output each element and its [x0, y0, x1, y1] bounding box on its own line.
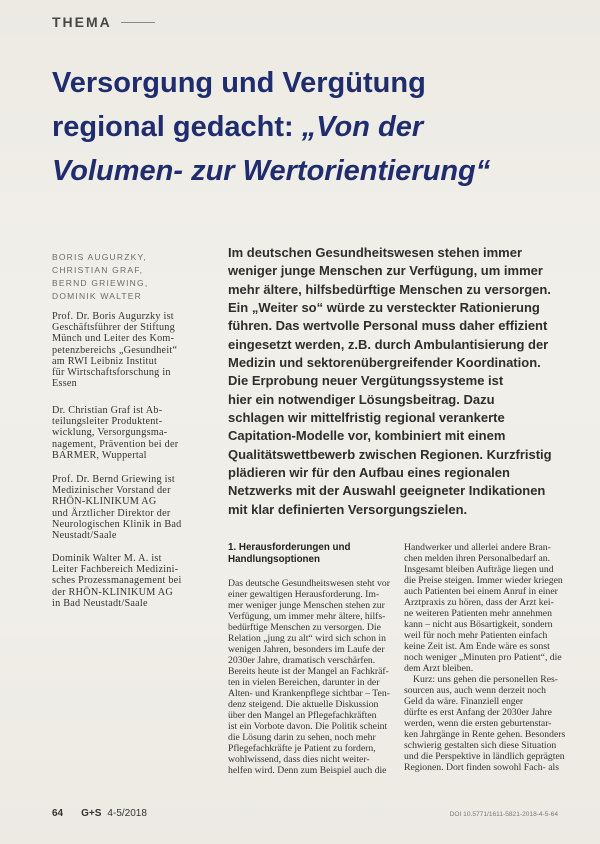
kicker-rule: [121, 22, 155, 23]
body-line: Das deutsche Gesundheitswesen steht vor: [228, 577, 390, 589]
bio-line: wicklung, Versorgungsma-: [52, 427, 168, 439]
section-kicker: THEMA: [52, 14, 112, 30]
author-name: BERND GRIEWING,: [52, 278, 149, 288]
issue-number: 4-5/2018: [107, 808, 147, 819]
body-line: ne weiteren Patienten mehr annehmen: [404, 607, 552, 619]
lead-line: hier ein notwendiger Lösungsbeitrag. Dazu: [228, 391, 495, 407]
bio-line: Geschäftsführer der Stiftung: [52, 322, 175, 334]
section-heading-line: Handlungsoptionen: [228, 554, 320, 565]
bio-line: Dr. Christian Graf ist Ab-: [52, 405, 163, 416]
body-line: Alten- und Krankenpflege sichtbar – Ten-: [228, 687, 390, 699]
bio-line: Münch und Leiter des Kom-: [52, 333, 175, 345]
bio-line: teilungsleiter Produktent-: [52, 416, 163, 428]
body-line: werden, wenn die ersten geburtenstar-: [404, 717, 552, 729]
body-line: die Preise steigen. Immer wieder kriegen: [404, 574, 563, 586]
body-line: die Lösung darin zu sehen, noch mehr: [228, 731, 376, 743]
title-text: Versorgung und Vergütung: [52, 67, 426, 99]
lead-line: Netzwerks mit der Auswahl geeigneter Indikationen: [228, 483, 546, 499]
author-bio: [52, 311, 202, 389]
body-line: Arztpraxis zu hören, dass der Arzt kei-: [404, 596, 554, 608]
body-line: Relation „jung zu alt“ wird sich schon in: [228, 632, 386, 644]
lead-line: Capitation-Modelle vor, kombiniert mit einem: [228, 428, 506, 444]
lead-line: mehr ältere, hilfsbedürftige Menschen zu versorgen.: [228, 281, 551, 297]
body-line: denz steigend. Die aktuelle Diskussion: [228, 698, 379, 710]
body-line: Handwerker und allerlei andere Bran-: [404, 541, 551, 553]
body-line: über den Mangel an Pflegefachkräften: [228, 709, 377, 721]
title-line-2: [52, 105, 490, 149]
body-line: schwierig gestalten sich diese Situation: [404, 739, 557, 751]
body-line: ken Jahrgänge in Rente gehen. Besonders: [404, 728, 566, 740]
body-line: ist ein Vorbote davon. Die Politik scheint: [228, 720, 388, 732]
bio-line: und Ärztlicher Direktor der: [52, 507, 171, 519]
author-bio: [52, 474, 202, 541]
lead-line: Medizin und sektorenübergreifender Koordination.: [228, 355, 541, 371]
page-footer: [52, 808, 147, 820]
body-line: bedürftige Menschen zu versorgen. Die: [228, 621, 381, 633]
bio-line: der RHÖN-KLINIKUM AG: [52, 586, 174, 598]
body-line: Regionen. Dort finden sowohl Fach- als: [404, 761, 559, 773]
body-line: Pflegefachkräfte je Patient zu fordern,: [228, 742, 376, 754]
body-line: noch weniger „Minuten pro Patient“, die: [404, 651, 562, 663]
body-line: wohlwissend, dass dies nicht weiter-: [228, 753, 370, 765]
article-title: [52, 61, 490, 193]
bio-line: Dominik Walter M. A. ist: [52, 553, 162, 564]
body-line: einer gewaltigen Herausforderung. Im-: [228, 588, 380, 600]
bio-line: in Bad Neustadt/Saale: [52, 597, 148, 609]
body-line: keine Zeit ist. Am Ende wäre es sonst: [404, 640, 550, 652]
body-line: chen melden ihren Personalbedarf an.: [404, 552, 551, 564]
bio-line: Medizinischer Vorstand der: [52, 485, 171, 497]
body-line: helfen wird. Denn zum Beispiel auch die: [228, 764, 387, 776]
lead-line: führen. Das wertvolle Personal muss daher effizient: [228, 318, 548, 334]
lead-line: mit klar definierten Versorgungszielen.: [228, 501, 468, 517]
lead-line: schlagen wir mittelfristig regional verankerte: [228, 410, 505, 426]
body-line: Bereits heute ist der Mangel an Fachkräf-: [228, 665, 389, 677]
body-line: kann – nicht aus Bösartigkeit, sondern: [404, 618, 553, 630]
bio-line: sches Prozessmanagement bei: [52, 575, 182, 587]
body-line: wenigen Jahren, besonders im Laufe der: [228, 643, 385, 655]
body-line: weil für noch mehr Patienten einfach: [404, 629, 548, 641]
body-line: Geld da wäre. Finanziell enger: [404, 695, 524, 707]
bio-line: Neurologischen Klinik in Bad: [52, 518, 182, 530]
body-line: ten in vielen Bereichen, darunter in der: [228, 676, 380, 688]
lead-line: Im deutschen Gesundheitswesen stehen immer: [228, 245, 523, 260]
bio-line: RHÖN-KLINIKUM AG: [52, 496, 157, 508]
body-line: dürfte es erst Anfang der 2030er Jahre: [404, 706, 552, 718]
body-line: sourcen aus, auch wenn derzeit noch: [404, 684, 547, 696]
title-text: regional gedacht:: [52, 111, 302, 143]
lead-paragraph: [228, 244, 552, 519]
author-name: DOMINIK WALTER: [52, 291, 142, 301]
bio-line: petenzbereichs „Gesundheit“: [52, 344, 178, 356]
title-italic-text: „Von der: [301, 111, 424, 143]
doi-reference: DOI 10.5771/1611-5821-2018-4-5-64: [449, 811, 558, 818]
body-line: Kurz: uns gehen die personellen Res-: [413, 673, 559, 685]
bio-line: nagement, Prävention bei der: [52, 438, 179, 450]
title-line-3: [52, 149, 490, 193]
bio-line: Leiter Fachbereich Medizini-: [52, 564, 179, 576]
lead-line: plädieren wir für den Aufbau eines regionalen: [228, 465, 510, 481]
author-bio: [52, 553, 202, 609]
section-heading: [228, 542, 350, 566]
author-name: CHRISTIAN GRAF,: [52, 265, 144, 275]
author-name: BORIS AUGURZKY,: [52, 252, 147, 262]
author-bio: [52, 405, 202, 461]
body-column-right-paragraph: [404, 674, 565, 773]
section-heading-line: 1. Herausforderungen und: [228, 542, 351, 553]
author-list: [52, 251, 148, 303]
body-line: dem Arzt bleiben.: [404, 662, 474, 674]
title-line-1: [52, 61, 490, 105]
body-line: mer weniger junge Menschen stehen zur: [228, 599, 385, 611]
lead-line: eingesetzt werden, z.B. durch Ambulantisierung der: [228, 336, 549, 352]
lead-line: Ein „Weiter so“ würde zu versteckter Rationierung: [228, 300, 540, 316]
bio-line: Prof. Dr. Boris Augurzky ist: [52, 311, 174, 322]
body-line: Insgesamt bleiben Aufträge liegen und: [404, 563, 554, 575]
bio-line: am RWI Leibniz Institut: [52, 355, 158, 367]
bio-line: Neustadt/Saale: [52, 530, 117, 542]
lead-line: Die Erprobung neuer Vergütungssysteme ist: [228, 373, 504, 389]
bio-line: Prof. Dr. Bernd Griewing ist: [52, 474, 176, 485]
page-number: 64: [52, 808, 64, 819]
lead-line: weniger junge Menschen zur Verfügung, um immer: [228, 263, 543, 279]
title-italic-text: Volumen- zur Wertorientierung“: [52, 155, 491, 187]
body-line: 2030er Jahre, dramatisch verschärfen.: [228, 654, 376, 666]
lead-line: Qualitätswettbewerb zwischen Regionen. Kurzfristig: [228, 446, 552, 462]
bio-line: BARMER, Wuppertal: [52, 449, 147, 461]
body-line: auch Patienten bei einem Anruf in einer: [404, 585, 558, 597]
body-column-right-paragraph: [404, 542, 563, 674]
bio-line: Essen: [52, 378, 78, 390]
journal-name: G+S: [81, 808, 102, 819]
body-line: Verfügung, um immer mehr ältere, hilfs-: [228, 610, 386, 622]
bio-line: für Wirtschaftsforschung in: [52, 367, 171, 379]
body-column-left: [228, 578, 390, 776]
body-line: und die Perspektive in ländlich geprägten: [404, 750, 565, 762]
